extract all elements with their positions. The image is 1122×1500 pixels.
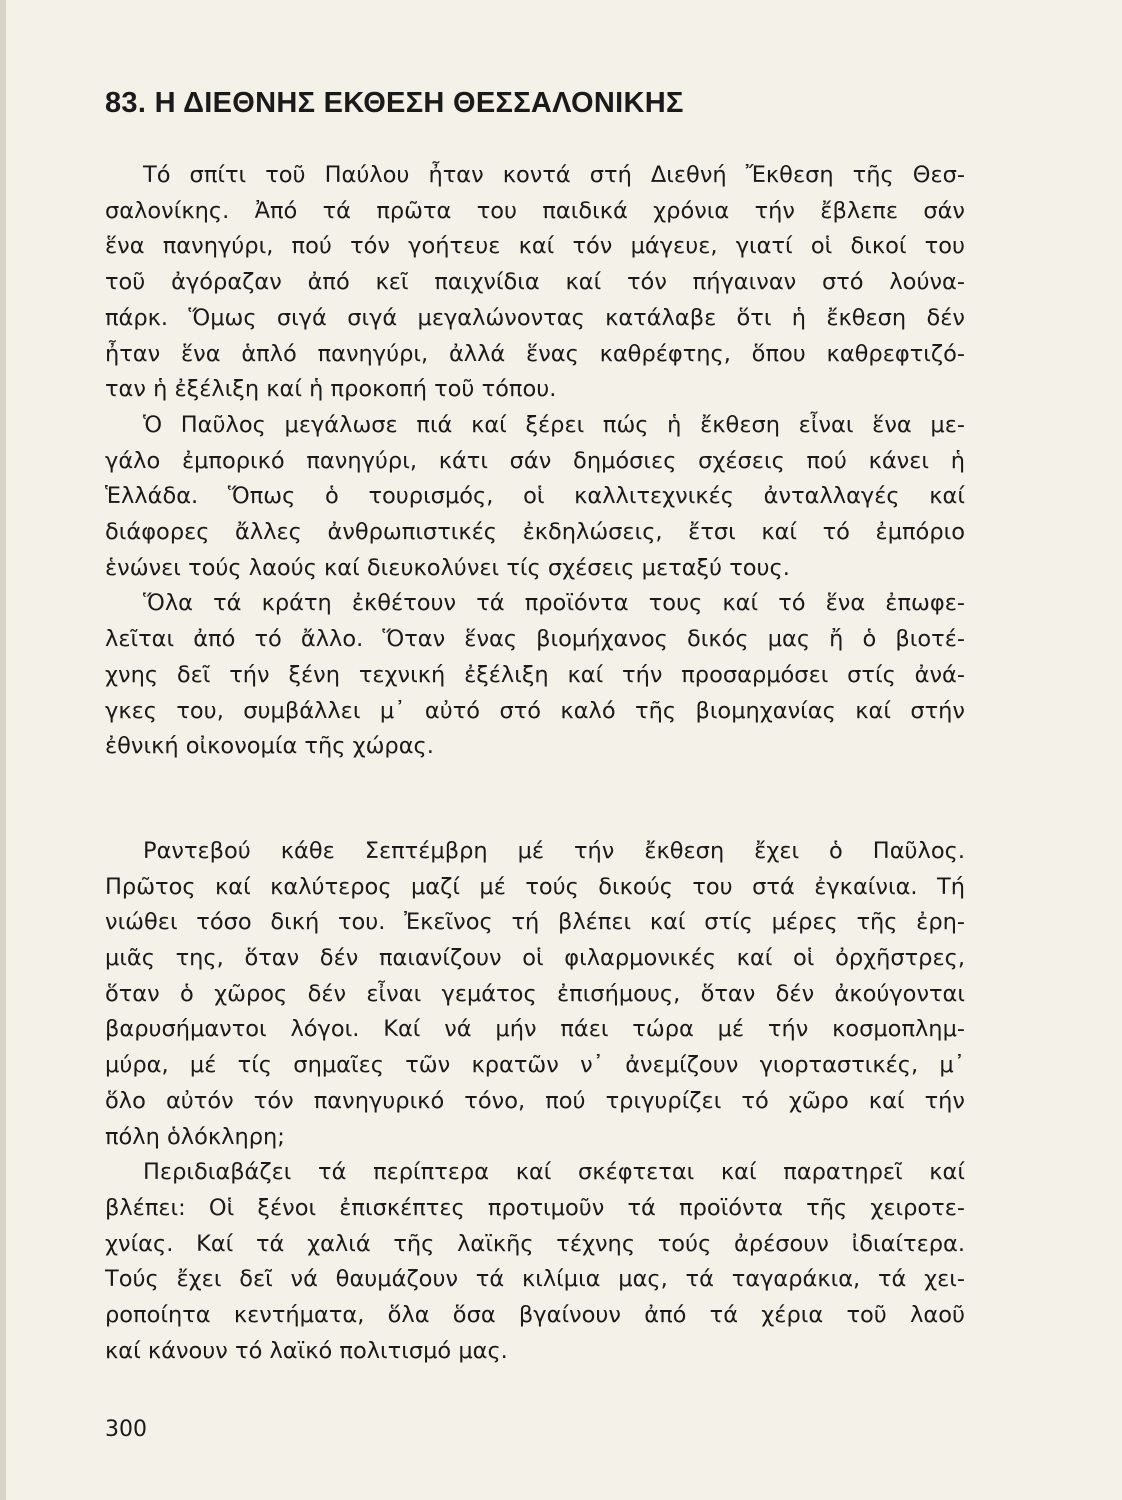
page-number: 300 [105,1417,147,1442]
text-line: Ραντεβού κάθε Σεπτέμβρη μέ τήν ἔκθεση ἔχει ὁ Παῦλος. [143,837,965,864]
text-line: γκες του, συμβάλλει μ᾽ αὐτό στό καλό τῆς βιομηχανίας καί στήν [105,697,965,724]
paragraph-5 [105,1155,965,1369]
text-line: ἕνα πανηγύρι, πού τόν γοήτευε καί τόν μάγευε, γιατί οἱ δικοί του [105,233,965,260]
text-line: διάφορες ἄλλες ἀνθρωπιστικές ἐκδηλώσεις, ἔτσι καί τό ἐμπόριο [105,519,965,546]
text-line: σαλονίκης. Ἀπό τά πρῶτα του παιδικά χρόνια τήν ἔβλεπε σάν [105,197,965,224]
text-line: ροποίητα κεντήματα, ὅλα ὅσα βγαίνουν ἀπό τά χέρια τοῦ λαοῦ [105,1302,965,1329]
chapter-title: 83. Η ΔΙΕΘΝΗΣ ΕΚΘΕΣΗ ΘΕΣΣΑΛΟΝΙΚΗΣ [105,87,684,119]
text-line: Τούς ἔχει δεῖ νά θαυμάζουν τά κιλίμια μας, τά ταγαράκια, τά χει- [105,1266,965,1293]
text-line: νιώθει τόσο δική του. Ἐκεῖνος τή βλέπει καί στίς μέρες τῆς ἐρη- [105,909,965,936]
page-edge-shadow [0,0,6,1500]
section-gap [105,765,965,834]
text-line: ἑνώνει τούς λαούς καί διευκολύνει τίς σχέσεις μεταξύ τους. [105,554,790,581]
text-line: Τό σπίτι τοῦ Παύλου ἦταν κοντά στή Διεθνή Ἔκθεση τῆς Θεσ- [143,162,965,188]
paragraph-2 [105,408,965,587]
text-line: Ὁ Παῦλος μεγάλωσε πιά καί ξέρει πώς ἡ ἔκθεση εἶναι ἕνα με- [143,411,965,438]
text-line: Ἑλλάδα. Ὅπως ὁ τουρισμός, οἱ καλλιτεχνικές ἀνταλλαγές καί [105,483,965,510]
text-line: ὅλο αὐτόν τόν πανηγυρικό τόνο, πού τριγυρίζει τό χῶρο καί τήν [105,1087,965,1114]
text-line: χνίας. Καί τά χαλιά τῆς λαϊκῆς τέχνης τούς ἀρέσουν ἰδιαίτερα. [105,1230,965,1257]
text-line: μιᾶς της, ὅταν δέν παιανίζουν οἱ φιλαρμονικές καί οἱ ὀρχῆστρες, [105,945,965,972]
text-line: πάρκ. Ὅμως σιγά σιγά μεγαλώνοντας κατάλαβε ὅτι ἡ ἔκθεση δέν [105,304,965,331]
text-line: ἐθνική οἰκονομία τῆς χώρας. [105,733,434,760]
text-line: ἦταν ἕνα ἁπλό πανηγύρι, ἀλλά ἕνας καθρέφτης, ὅπου καθρεφτιζό- [105,340,965,367]
paragraph-3 [105,586,965,765]
text-line: μύρα, μέ τίς σημαῖες τῶν κρατῶν ν᾽ ἀνεμίζουν γιορταστικές, μ᾽ [105,1052,965,1079]
text-line: καί κάνουν τό λαϊκό πολιτισμό μας. [105,1337,508,1364]
paragraph-1 [105,158,965,408]
text-line: Περιδιαβάζει τά περίπτερα καί σκέφτεται καί παρατηρεῖ καί [143,1159,965,1186]
text-line: τοῦ ἀγόραζαν ἀπό κεῖ παιχνίδια καί τόν πήγαιναν στό λούνα- [105,269,965,296]
text-line: πόλη ὁλόκληρη; [105,1123,285,1150]
text-line: βλέπει: Οἱ ξένοι ἐπισκέπτες προτιμοῦν τά προϊόντα τῆς χειροτε- [105,1194,965,1221]
text-line: λεῖται ἀπό τό ἄλλο. Ὅταν ἕνας βιομήχανος δικός μας ἤ ὁ βιοτέ- [105,626,965,653]
text-line: γάλο ἐμπορικό πανηγύρι, κάτι σάν δημόσιες σχέσεις πού κάνει ἡ [105,447,965,474]
text-line: ταν ἡ ἐξέλιξη καί ἡ προκοπή τοῦ τόπου. [105,376,557,403]
text-line: ὅταν ὁ χῶρος δέν εἶναι γεμάτος ἐπισήμους, ὅταν δέν ἀκούγονται [105,980,965,1007]
paragraph-4 [105,834,965,1155]
text-line: Ὅλα τά κράτη ἐκθέτουν τά προϊόντα τους καί τό ἕνα ἐπωφε- [143,590,965,617]
text-line: Πρῶτος καί καλύτερος μαζί μέ τούς δικούς του στά ἐγκαίνια. Τή [105,873,965,900]
text-line: χνης δεῖ τήν ξένη τεχνική ἐξέλιξη καί τήν προσαρμόσει στίς ἀνά- [105,661,965,688]
text-line: βαρυσήμαντοι λόγοι. Καί νά μήν πάει τώρα μέ τήν κοσμοπλημ- [105,1016,965,1043]
page-content [105,86,965,1370]
